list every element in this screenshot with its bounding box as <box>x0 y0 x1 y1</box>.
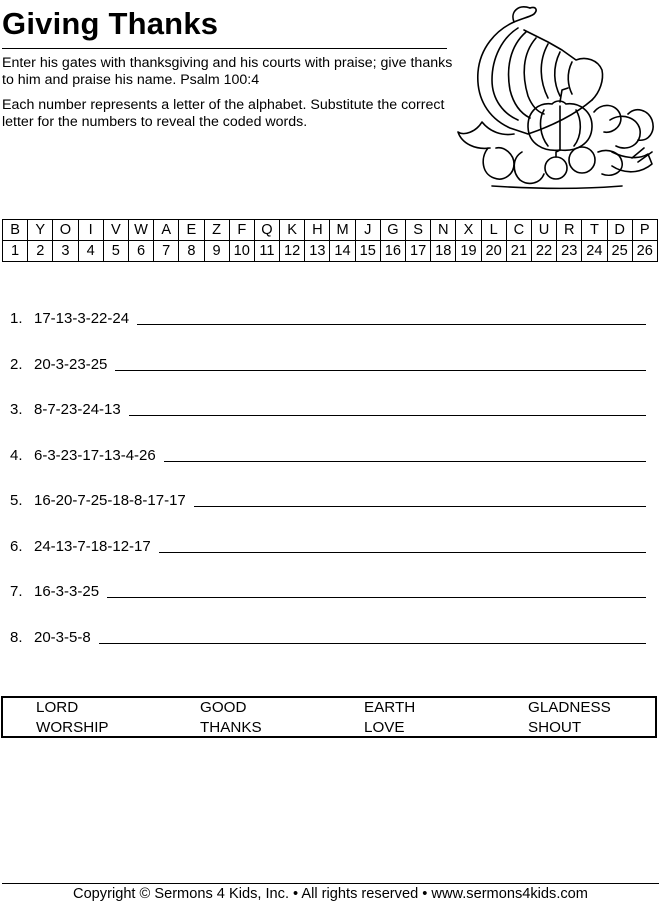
question-row <box>10 624 646 646</box>
answer-line[interactable] <box>107 597 646 598</box>
cipher-letter: N <box>431 220 456 241</box>
cipher-letter: H <box>305 220 330 241</box>
cipher-letter: I <box>78 220 103 241</box>
question-number: 2. <box>10 356 23 373</box>
question-row <box>10 396 646 418</box>
cipher-letter: O <box>53 220 78 241</box>
cipher-key-table <box>2 219 658 262</box>
cipher-letter: U <box>531 220 556 241</box>
cipher-letter: P <box>632 220 657 241</box>
cipher-number: 5 <box>103 241 128 262</box>
question-code: 16-20-7-25-18-8-17-17 <box>34 492 186 509</box>
word-bank-item: GLADNESS <box>528 699 611 716</box>
cipher-letter: C <box>506 220 531 241</box>
answer-line[interactable] <box>137 324 646 325</box>
word-bank-item: WORSHIP <box>36 719 109 736</box>
cipher-number: 17 <box>406 241 431 262</box>
cipher-number: 26 <box>632 241 657 262</box>
cipher-number: 20 <box>481 241 506 262</box>
footer-divider <box>2 883 659 884</box>
cipher-number: 16 <box>380 241 405 262</box>
question-row <box>10 351 646 373</box>
cipher-letter: M <box>330 220 355 241</box>
cipher-letter: L <box>481 220 506 241</box>
answer-line[interactable] <box>99 643 646 644</box>
question-row <box>10 487 646 509</box>
word-bank-item: LOVE <box>364 719 405 736</box>
cipher-letter: E <box>179 220 204 241</box>
cipher-number: 7 <box>154 241 179 262</box>
cipher-number: 13 <box>305 241 330 262</box>
cipher-number: 1 <box>3 241 28 262</box>
cipher-number: 19 <box>456 241 481 262</box>
cipher-letter: W <box>128 220 153 241</box>
question-number: 6. <box>10 538 23 555</box>
scripture-text: Enter his gates with thanksgiving and his courts with praise; give thanks to him and praise his name. Psalm 100:4 <box>2 55 453 88</box>
cipher-number: 14 <box>330 241 355 262</box>
cipher-number: 18 <box>431 241 456 262</box>
question-row <box>10 442 646 464</box>
cipher-number: 9 <box>204 241 229 262</box>
cipher-number: 8 <box>179 241 204 262</box>
cipher-number: 6 <box>128 241 153 262</box>
cipher-number: 3 <box>53 241 78 262</box>
question-code: 8-7-23-24-13 <box>34 401 121 418</box>
question-row <box>10 578 646 600</box>
cipher-letter-row <box>3 220 658 241</box>
answer-line[interactable] <box>159 552 646 553</box>
cipher-number: 15 <box>355 241 380 262</box>
word-bank <box>1 696 657 738</box>
title-divider <box>2 48 447 49</box>
cipher-letter: F <box>229 220 254 241</box>
question-row <box>10 305 646 327</box>
question-code: 17-13-3-22-24 <box>34 310 130 327</box>
cipher-letter: A <box>154 220 179 241</box>
answer-line[interactable] <box>164 461 646 462</box>
page-title: Giving Thanks <box>2 6 219 41</box>
cipher-letter: X <box>456 220 481 241</box>
cipher-number: 12 <box>280 241 305 262</box>
question-number: 4. <box>10 447 23 464</box>
cipher-letter: J <box>355 220 380 241</box>
cipher-letter: K <box>280 220 305 241</box>
question-number: 5. <box>10 492 23 509</box>
cipher-number: 10 <box>229 241 254 262</box>
cipher-letter: T <box>582 220 607 241</box>
cipher-letter: S <box>406 220 431 241</box>
cipher-letter: Z <box>204 220 229 241</box>
question-code: 20-3-5-8 <box>34 629 91 646</box>
cipher-letter: V <box>103 220 128 241</box>
cipher-letter: B <box>3 220 28 241</box>
cornucopia-icon <box>452 2 660 192</box>
cipher-number: 4 <box>78 241 103 262</box>
question-number: 3. <box>10 401 23 418</box>
cipher-letter: R <box>557 220 582 241</box>
cipher-number: 11 <box>254 241 279 262</box>
answer-line[interactable] <box>194 506 646 507</box>
question-code: 6-3-23-17-13-4-26 <box>34 447 156 464</box>
cipher-number-row <box>3 241 658 262</box>
cipher-number: 25 <box>607 241 632 262</box>
word-bank-item: GOOD <box>200 699 247 716</box>
cipher-number: 2 <box>28 241 53 262</box>
word-bank-item: EARTH <box>364 699 416 716</box>
cipher-letter: D <box>607 220 632 241</box>
word-bank-item: THANKS <box>200 719 262 736</box>
cipher-letter: Q <box>254 220 279 241</box>
question-row <box>10 533 646 555</box>
word-bank-item: LORD <box>36 699 79 716</box>
question-code: 24-13-7-18-12-17 <box>34 538 151 555</box>
cipher-number: 24 <box>582 241 607 262</box>
question-number: 8. <box>10 629 23 646</box>
answer-line[interactable] <box>115 370 646 371</box>
cipher-number: 21 <box>506 241 531 262</box>
question-number: 7. <box>10 583 23 600</box>
cipher-letter: Y <box>28 220 53 241</box>
copyright-footer: Copyright © Sermons 4 Kids, Inc. • All rights reserved • www.sermons4kids.com <box>73 886 588 902</box>
answer-line[interactable] <box>129 415 646 416</box>
cipher-number: 23 <box>557 241 582 262</box>
cipher-number: 22 <box>531 241 556 262</box>
question-code: 20-3-23-25 <box>34 356 108 373</box>
word-bank-item: SHOUT <box>528 719 582 736</box>
question-code: 16-3-3-25 <box>34 583 100 600</box>
cipher-letter: G <box>380 220 405 241</box>
question-number: 1. <box>10 310 23 327</box>
instructions-text: Each number represents a letter of the alphabet. Substitute the correct letter for the numbers to reveal the coded words. <box>2 97 445 130</box>
